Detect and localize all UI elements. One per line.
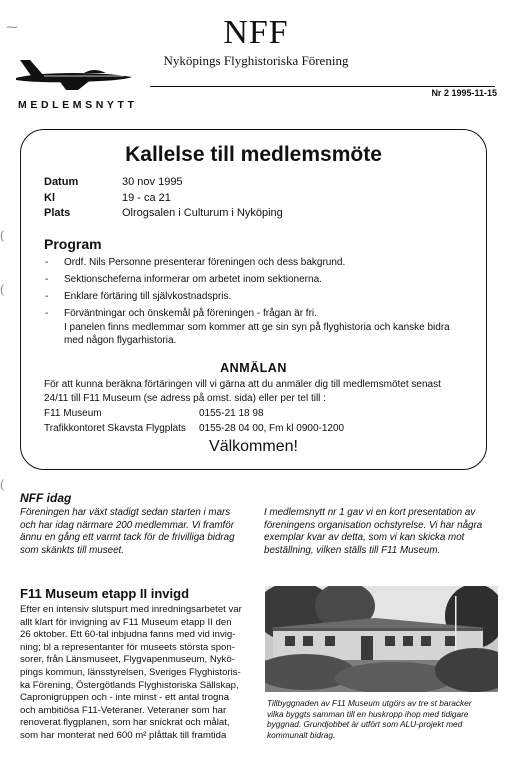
program-note: med någon flygarhistoria. bbox=[64, 335, 177, 346]
anmalan-text: För att kunna beräkna förtäringen vill vi gärna att du anmäler dig till medlemsmötet senast bbox=[44, 379, 441, 390]
text-line: och har idag närmare 200 medlemmar. Vi framför bbox=[20, 519, 234, 531]
detail-label: Datum bbox=[44, 176, 79, 188]
text-line: sorer, från Länsmuseet, Flygvapenmuseum, Nykö- bbox=[20, 654, 235, 666]
nff-idag-right bbox=[264, 507, 504, 557]
program-title: Program bbox=[44, 236, 102, 252]
photo-caption bbox=[267, 698, 500, 740]
text-line: Föreningen har växt stadigt sedan starten i mars bbox=[20, 507, 231, 518]
detail-label: Kl bbox=[44, 192, 55, 204]
issue-number: Nr 2 1995-11-15 bbox=[431, 88, 497, 98]
contact-phone: 0155-28 04 00, Fm kl 0900-1200 bbox=[199, 423, 345, 434]
contact-name: F11 Museum bbox=[44, 408, 102, 419]
text-line: ännu en gång ett varmt tack för de frivilliga bidrag bbox=[20, 532, 235, 543]
masthead: NFF bbox=[223, 14, 289, 51]
bullet-dash: - bbox=[45, 308, 49, 319]
text-line: pings kommun, länsstyrelsen, Sveriges Flyghistoris- bbox=[20, 666, 241, 678]
program-item: Sektionscheferna informerar om arbetet inom sektionerna. bbox=[64, 274, 322, 285]
section-title: NFF idag bbox=[20, 491, 72, 505]
article-title: F11 Museum etapp II invigd bbox=[20, 586, 190, 601]
nff-idag-left bbox=[20, 507, 250, 557]
scan-mark: ( bbox=[0, 282, 4, 296]
text-line: som har monterat ned 600 m² plåttak till framtida bbox=[20, 729, 227, 741]
program-item: Enklare förtäring till självkostnadspris. bbox=[64, 291, 232, 302]
contact-name: Trafikkontoret Skavsta Flygplats bbox=[44, 423, 186, 434]
text-line: kommunalt bidrag. bbox=[267, 729, 336, 740]
text-line: byggnad. Grundjobbet är utfört som ALU-projekt med bbox=[267, 719, 463, 729]
text-line: beställning, vilken ställs till F11 Museum. bbox=[264, 544, 441, 556]
bullet-dash: - bbox=[45, 274, 49, 285]
bullet-dash: - bbox=[45, 291, 49, 302]
text-line: I medlemsnytt nr 1 gav vi en kort presentation av bbox=[264, 507, 476, 518]
text-line: Efter en intensiv slutspurt med inredningsarbetet var bbox=[20, 604, 242, 615]
detail-value: Olrogsalen i Culturum i Nyköping bbox=[122, 207, 283, 219]
text-line: och ambitiösa F11-Veteraner. Veteraner som har bbox=[20, 704, 227, 716]
bullet-dash: - bbox=[45, 257, 49, 268]
anmalan-title: ANMÄLAN bbox=[220, 361, 287, 375]
newsletter-name: MEDLEMSNYTT bbox=[18, 99, 138, 111]
header-rule bbox=[150, 86, 495, 87]
text-line: föreningens organisation ochstyrelse. Vi har några bbox=[264, 519, 483, 531]
program-item: Förväntningar och önskemål på föreningen - frågan är fri. bbox=[64, 308, 317, 319]
article-body bbox=[20, 604, 260, 743]
text-line: allt klart för invigning av F11 Museum etapp II den bbox=[20, 616, 232, 628]
text-line: ka Förening, Östergötlands Flyghistoriska Sällskap, bbox=[20, 679, 239, 691]
program-note: I panelen finns medlemmar som kommer att ge sin syn på flyghistoria och kanske bidra bbox=[64, 322, 450, 333]
scan-mark: ( bbox=[0, 228, 4, 242]
text-line: renoverat flygplanen, som har snickrat och målat, bbox=[20, 717, 230, 729]
anmalan-text: 24/11 till F11 Museum (se adress på omst. sida) eller per tel till : bbox=[44, 393, 326, 404]
jet-plane-icon bbox=[14, 58, 136, 92]
text-line: exemplar kvar av detta, som vi kan skicka mot bbox=[264, 532, 465, 543]
detail-label: Plats bbox=[44, 207, 71, 219]
text-line: ning; bl a representanter för museets största spon- bbox=[20, 641, 235, 653]
org-name: Nyköpings Flyghistoriska Förening bbox=[163, 53, 349, 68]
contact-phone: 0155-21 18 98 bbox=[199, 408, 264, 419]
detail-value: 19 - ca 21 bbox=[122, 192, 171, 204]
invitation-title: Kallelse till medlemsmöte bbox=[125, 143, 382, 166]
museum-photo bbox=[265, 586, 498, 692]
text-line: vilka byggts samman till en huskropp ihop med tidigare bbox=[267, 708, 469, 719]
text-line: Tillbyggnaden av F11 Museum utgörs av tre st baracker bbox=[267, 698, 472, 708]
program-item: Ordf. Nils Personne presenterar föreningen och dess bakgrund. bbox=[64, 257, 346, 268]
text-line: 26 oktober. Ett 60-tal inbjudna fanns med vid invig- bbox=[20, 629, 236, 641]
scan-mark: ⁓ bbox=[6, 20, 18, 34]
welcome-text: Välkommen! bbox=[209, 438, 298, 455]
scan-mark: ( bbox=[0, 477, 4, 491]
detail-value: 30 nov 1995 bbox=[122, 176, 183, 188]
text-line: Capronigruppen och - inte minst - ett antal trogna bbox=[20, 692, 230, 704]
text-line: som skänkts till museet. bbox=[20, 544, 124, 556]
